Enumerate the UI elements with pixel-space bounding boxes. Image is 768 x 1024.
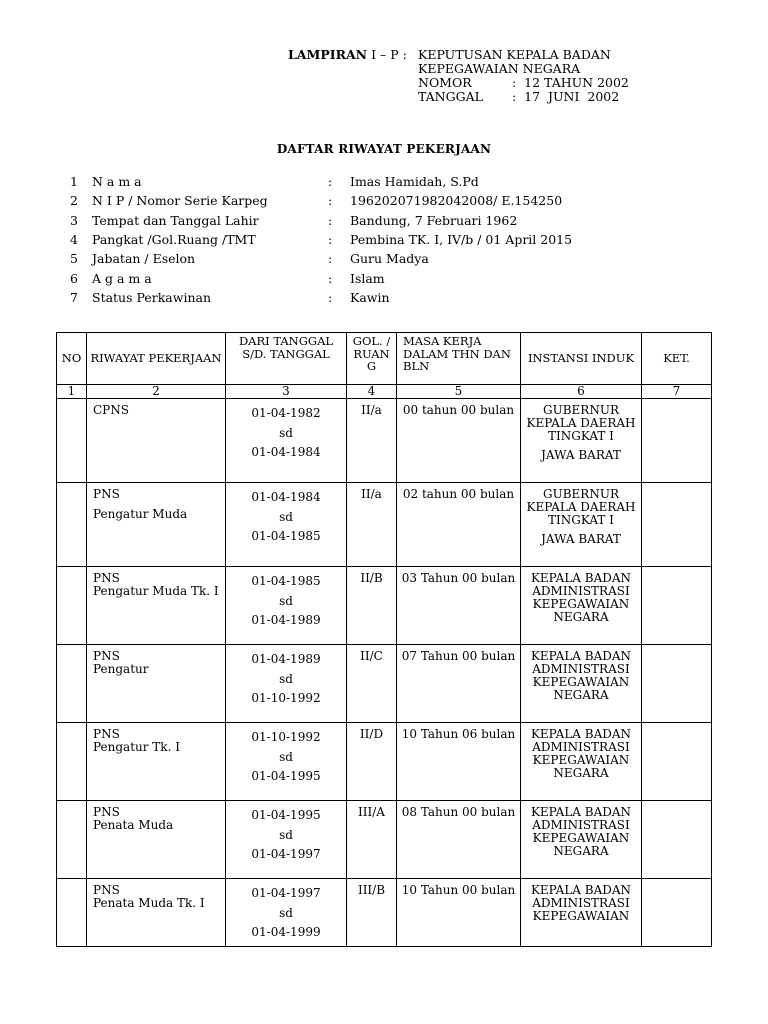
position-status: PNS <box>93 487 120 501</box>
instansi-name: KEPALA BADAN ADMINISTRASI KEPEGAWAIAN NEGARA <box>530 571 632 624</box>
cell-masa-kerja: 00 tahun 00 bulan <box>397 399 521 483</box>
position-status: PNS <box>93 727 120 741</box>
identity-value: Islam <box>350 270 385 286</box>
instansi-name: KEPALA BADAN ADMINISTRASI KEPEGAWAIAN NEGARA <box>530 727 632 780</box>
identity-separator: : <box>328 232 333 248</box>
header-dari-tanggal: DARI TANGGAL S/D. TANGGAL <box>226 333 347 385</box>
cell-instansi <box>521 567 642 645</box>
cell-instansi <box>521 645 642 723</box>
identity-label: Tempat dan Tanggal Lahir <box>92 212 259 228</box>
cell-dates <box>226 399 347 483</box>
date-sd: sd <box>279 749 293 764</box>
table-row <box>57 879 712 947</box>
header-gol-ruang: GOL. / RUAN G <box>347 333 397 385</box>
position-status: CPNS <box>93 403 129 417</box>
table-row <box>57 399 712 483</box>
cell-riwayat <box>87 879 226 947</box>
identity-row <box>70 288 572 307</box>
date-to: 01-04-1995 <box>251 769 321 783</box>
cell-riwayat <box>87 645 226 723</box>
cell-ket <box>642 645 712 723</box>
tanggal-label: TANGGAL <box>418 89 483 104</box>
cell-masa-kerja: 07 Tahun 00 bulan <box>397 645 521 723</box>
date-sd: sd <box>279 509 293 524</box>
table-row <box>57 645 712 723</box>
date-sd: sd <box>279 425 293 440</box>
date-sd: sd <box>279 905 293 920</box>
identity-separator: : <box>328 174 333 190</box>
cell-riwayat <box>87 567 226 645</box>
identity-number: 1 <box>70 174 78 190</box>
cell-no <box>57 879 87 947</box>
date-sd: sd <box>279 827 293 842</box>
cell-dates <box>226 801 347 879</box>
col-number: 6 <box>521 385 642 399</box>
identity-number: 3 <box>70 212 78 228</box>
cell-no <box>57 399 87 483</box>
position-rank: Pengatur <box>93 662 149 676</box>
date-from: 01-04-1982 <box>251 406 321 420</box>
date-from: 01-04-1985 <box>251 574 321 588</box>
instansi-name: KEPALA BADAN ADMINISTRASI KEPEGAWAIAN <box>530 883 632 923</box>
cell-ket <box>642 723 712 801</box>
date-from: 01-04-1984 <box>251 490 321 504</box>
header-riwayat: RIWAYAT PEKERJAAN <box>87 333 226 385</box>
cell-ket <box>642 483 712 567</box>
identity-number: 4 <box>70 232 78 248</box>
header-ket: KET. <box>642 333 712 385</box>
document-header <box>288 48 629 104</box>
cell-gol: III/B <box>347 879 397 947</box>
identity-label: N I P / Nomor Serie Karpeg <box>92 193 268 209</box>
date-to: 01-04-1997 <box>251 847 321 861</box>
tanggal-value: : 17 JUNI 2002 <box>512 89 620 104</box>
cell-riwayat <box>87 399 226 483</box>
cell-instansi <box>521 483 642 567</box>
cell-no <box>57 483 87 567</box>
cell-riwayat <box>87 801 226 879</box>
identity-value: Bandung, 7 Februari 1962 <box>350 212 518 228</box>
identity-value: Pembina TK. I, IV/b / 01 April 2015 <box>350 232 573 248</box>
cell-instansi <box>521 879 642 947</box>
cell-dates <box>226 483 347 567</box>
identity-value: 196202071982042008/ E.154250 <box>350 193 563 209</box>
identity-label: N a m a <box>92 174 142 190</box>
date-from: 01-04-1997 <box>251 886 321 900</box>
cell-gol: II/D <box>347 723 397 801</box>
identity-label: Jabatan / Eselon <box>92 251 196 267</box>
header-line-1: KEPUTUSAN KEPALA BADAN <box>418 47 611 62</box>
cell-riwayat <box>87 483 226 567</box>
cell-no <box>57 645 87 723</box>
date-to: 01-04-1984 <box>251 445 321 459</box>
identity-label: Pangkat /Gol.Ruang /TMT <box>92 232 256 248</box>
cell-masa-kerja: 10 Tahun 06 bulan <box>397 723 521 801</box>
cell-no <box>57 567 87 645</box>
column-number-row <box>57 385 712 399</box>
lampiran-label: LAMPIRAN I – P : <box>288 47 407 62</box>
identity-label: Status Perkawinan <box>92 289 212 305</box>
cell-gol: II/B <box>347 567 397 645</box>
position-rank: Pengatur Muda Tk. I <box>93 584 219 598</box>
date-sd: sd <box>279 593 293 608</box>
header-masa-kerja: MASA KERJA DALAM THN DAN BLN <box>397 333 521 385</box>
header-no: NO <box>57 333 87 385</box>
cell-dates <box>226 723 347 801</box>
identity-list <box>70 172 572 307</box>
identity-row <box>70 230 572 249</box>
cell-instansi <box>521 399 642 483</box>
cell-gol: II/a <box>347 399 397 483</box>
cell-masa-kerja: 10 Tahun 00 bulan <box>397 879 521 947</box>
identity-row <box>70 172 572 191</box>
cell-masa-kerja: 08 Tahun 00 bulan <box>397 801 521 879</box>
instansi-extra: JAWA BARAT <box>541 448 621 462</box>
cell-no <box>57 801 87 879</box>
cell-dates <box>226 567 347 645</box>
identity-value: Kawin <box>350 289 390 305</box>
nomor-label: NOMOR <box>418 75 472 90</box>
position-rank: Pengatur Muda <box>93 507 188 521</box>
table-row <box>57 723 712 801</box>
identity-row <box>70 268 572 287</box>
cell-masa-kerja: 03 Tahun 00 bulan <box>397 567 521 645</box>
instansi-name: GUBERNUR KEPALA DAERAH TINGKAT I <box>526 403 636 443</box>
instansi-extra: JAWA BARAT <box>541 532 621 546</box>
identity-number: 2 <box>70 193 78 209</box>
position-rank: Penata Muda <box>93 818 174 832</box>
cell-riwayat <box>87 723 226 801</box>
position-status: PNS <box>93 805 120 819</box>
instansi-name: GUBERNUR KEPALA DAERAH TINGKAT I <box>526 487 636 527</box>
header-instansi-induk: INSTANSI INDUK <box>521 333 642 385</box>
cell-ket <box>642 567 712 645</box>
work-history-table <box>56 332 712 947</box>
cell-masa-kerja: 02 tahun 00 bulan <box>397 483 521 567</box>
cell-ket <box>642 399 712 483</box>
instansi-name: KEPALA BADAN ADMINISTRASI KEPEGAWAIAN NEGARA <box>530 805 632 858</box>
cell-instansi <box>521 723 642 801</box>
date-from: 01-04-1995 <box>251 808 321 822</box>
col-number: 2 <box>87 385 226 399</box>
identity-label: A g a m a <box>92 270 152 286</box>
identity-separator: : <box>328 212 333 228</box>
date-from: 01-04-1989 <box>251 652 321 666</box>
table-header-row <box>57 333 712 385</box>
identity-row <box>70 249 572 268</box>
position-rank: Penata Muda Tk. I <box>93 896 205 910</box>
cell-no <box>57 723 87 801</box>
date-to: 01-04-1985 <box>251 529 321 543</box>
cell-gol: II/a <box>347 483 397 567</box>
identity-separator: : <box>328 251 333 267</box>
date-to: 01-04-1989 <box>251 613 321 627</box>
cell-gol: II/C <box>347 645 397 723</box>
identity-row <box>70 211 572 230</box>
document-title: DAFTAR RIWAYAT PEKERJAAN <box>276 142 492 156</box>
position-rank: Pengatur Tk. I <box>93 740 180 754</box>
identity-value: Guru Madya <box>350 251 429 267</box>
table-row <box>57 483 712 567</box>
col-number: 4 <box>347 385 397 399</box>
identity-row <box>70 191 572 210</box>
identity-number: 6 <box>70 270 78 286</box>
identity-separator: : <box>328 270 333 286</box>
col-number: 1 <box>57 385 87 399</box>
cell-instansi <box>521 801 642 879</box>
col-number: 7 <box>642 385 712 399</box>
instansi-name: KEPALA BADAN ADMINISTRASI KEPEGAWAIAN NEGARA <box>530 649 632 702</box>
cell-dates <box>226 879 347 947</box>
col-number: 3 <box>226 385 347 399</box>
nomor-value: : 12 TAHUN 2002 <box>512 75 629 90</box>
cell-ket <box>642 879 712 947</box>
identity-number: 7 <box>70 289 78 305</box>
date-to: 01-10-1992 <box>251 691 321 705</box>
date-from: 01-10-1992 <box>251 730 321 744</box>
date-sd: sd <box>279 671 293 686</box>
col-number: 5 <box>397 385 521 399</box>
header-line-2: KEPEGAWAIAN NEGARA <box>418 61 581 76</box>
identity-separator: : <box>328 289 333 305</box>
cell-ket <box>642 801 712 879</box>
table-row <box>57 567 712 645</box>
identity-separator: : <box>328 193 333 209</box>
identity-number: 5 <box>70 251 78 267</box>
identity-value: Imas Hamidah, S.Pd <box>350 174 479 190</box>
table-row <box>57 801 712 879</box>
cell-dates <box>226 645 347 723</box>
position-status: PNS <box>93 571 120 585</box>
cell-gol: III/A <box>347 801 397 879</box>
date-to: 01-04-1999 <box>251 925 321 939</box>
position-status: PNS <box>93 649 120 663</box>
position-status: PNS <box>93 883 120 897</box>
